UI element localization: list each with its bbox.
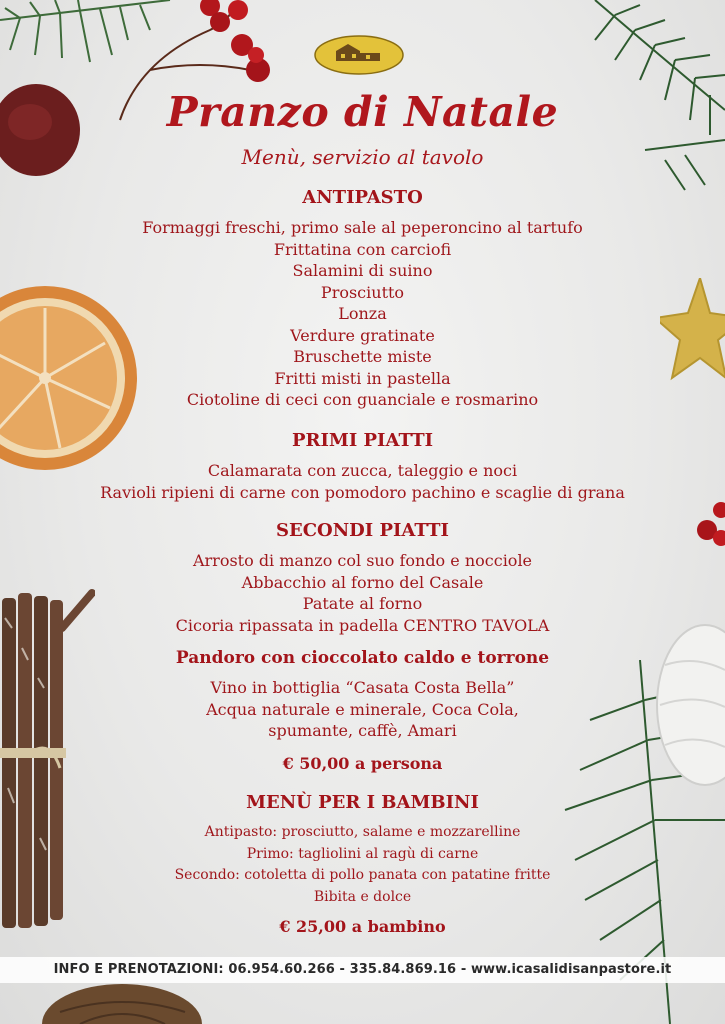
menu-item: Ravioli ripieni di carne con pomodoro pachino e scaglie di grana: [100, 482, 625, 502]
secondi-heading: SECONDI PIATTI: [276, 520, 449, 541]
pinecone-bottom-decoration: [40, 982, 205, 1024]
menu-item: Prosciutto: [320, 282, 405, 302]
primi-section: [0, 430, 725, 503]
kids-heading: MENÙ PER I BAMBINI: [246, 792, 479, 813]
kids-menu-item: Bibita e dolce: [313, 888, 412, 905]
restaurant-logo: [314, 35, 404, 75]
menu-item: Verdure gratinate: [290, 325, 435, 345]
menu-item: Patate al forno: [302, 594, 423, 613]
menu-item: Cicoria ripassata in padella CENTRO TAVOLA: [175, 615, 550, 635]
dessert-line: Pandoro con cioccolato caldo e torrone: [175, 648, 550, 668]
drinks-line: spumante, caffè, Amari: [268, 721, 457, 740]
menu-item: Salamini di suino: [292, 261, 433, 280]
menu-item: Ciotoline di ceci con guanciale e rosmarino: [186, 390, 539, 409]
menu-item: Abbacchio al forno del Casale: [241, 572, 484, 592]
kids-menu-section: [0, 792, 725, 908]
page-subtitle: Menù, servizio al tavolo: [241, 145, 484, 169]
kids-menu-item: Primo: tagliolini al ragù di carne: [246, 845, 479, 862]
kids-menu-item: Antipasto: prosciutto, salame e mozzarelline: [204, 824, 521, 840]
kids-menu-item: Secondo: cotoletta di pollo panata con patatine fritte: [174, 867, 551, 883]
kids-price: € 25,00 a bambino: [279, 917, 446, 936]
drinks-line: Vino in bottiglia “Casata Costa Bella”: [210, 678, 515, 697]
page-title: Pranzo di Natale: [166, 88, 559, 136]
menu-item: Frittatina con carciofi: [273, 239, 452, 259]
antipasto-heading: ANTIPASTO: [302, 187, 423, 208]
menu-item: Lonza: [338, 304, 387, 323]
menu-item: Fritti misti in pastella: [274, 368, 451, 388]
drinks-section: [0, 677, 725, 742]
primi-heading: PRIMI PIATTI: [291, 430, 434, 451]
drinks-line: Acqua naturale e minerale, Coca Cola,: [206, 699, 519, 719]
menu-item: Calamarata con zucca, taleggio e noci: [207, 461, 518, 480]
menu-item: Formaggi freschi, primo sale al peperoncino al tartufo: [142, 218, 583, 237]
footer-bar: [0, 957, 725, 983]
antipasto-section: [0, 187, 725, 411]
footer-contact-info: INFO E PRENOTAZIONI: 06.954.60.266 - 335.84.869.16 - www.icasalidisanpastore.it: [53, 962, 672, 977]
secondi-section: [0, 520, 725, 636]
adult-price: € 50,00 a persona: [282, 754, 443, 773]
menu-item: Arrosto di manzo col suo fondo e nocciole: [192, 551, 533, 570]
menu-item: Bruschette miste: [293, 347, 432, 366]
